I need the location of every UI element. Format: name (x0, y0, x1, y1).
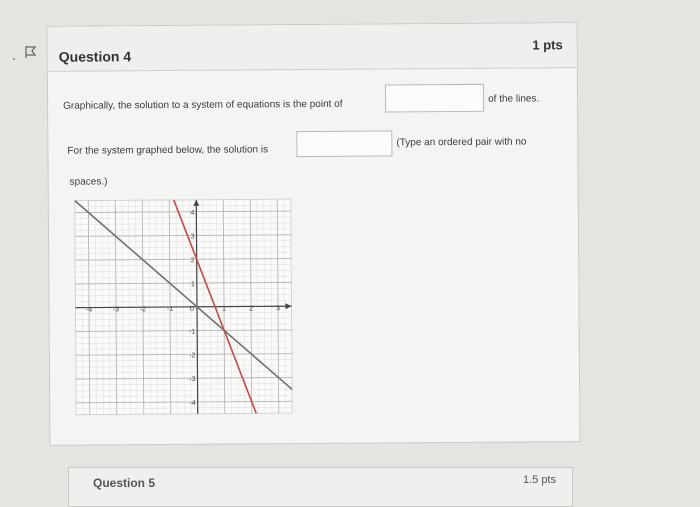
prompt-text: Graphically, the solution to a system of equations is the point of (63, 98, 343, 112)
hint-line-2: spaces.) (69, 176, 108, 188)
x-tick-label: 2 (249, 305, 253, 313)
y-tick-label: -1 (188, 328, 196, 336)
answer-input-ordered-pair[interactable] (296, 130, 392, 157)
next-question-title: Question 5 (93, 476, 156, 490)
y-tick-label: 4 (190, 209, 195, 217)
coordinate-graph (71, 195, 303, 422)
next-question-points: 1.5 pts (522, 474, 556, 486)
flag-icon[interactable] (24, 45, 38, 59)
x-tick-label: -1 (166, 305, 174, 314)
y-tick-label: -3 (189, 376, 196, 384)
y-tick-label: -2 (189, 352, 196, 360)
answer-input-intersection[interactable] (385, 84, 484, 113)
question-points: 1 pts (532, 37, 563, 53)
graph-prompt: For the system graphed below, the solution is (67, 144, 269, 157)
question-title: Question 4 (58, 48, 132, 65)
y-tick-label: 2 (190, 257, 195, 265)
x-tick-label: -4 (85, 306, 93, 314)
prompt-suffix: of the lines. (488, 93, 540, 105)
question-header (48, 23, 577, 72)
hint-line-1: (Type an ordered pair with no (396, 136, 527, 149)
flag-dot: . (12, 47, 16, 63)
x-tick-label: -3 (112, 306, 120, 314)
x-tick-label: 1 (222, 305, 226, 313)
y-tick-label: 3 (190, 233, 195, 241)
y-tick-label: -4 (189, 399, 196, 407)
x-tick-label: 0 (190, 305, 195, 313)
question-card (47, 22, 581, 446)
next-question-card (68, 467, 573, 507)
x-tick-label: -2 (139, 306, 147, 314)
y-tick-label: 1 (190, 281, 195, 289)
x-tick-label: 3 (276, 305, 280, 313)
